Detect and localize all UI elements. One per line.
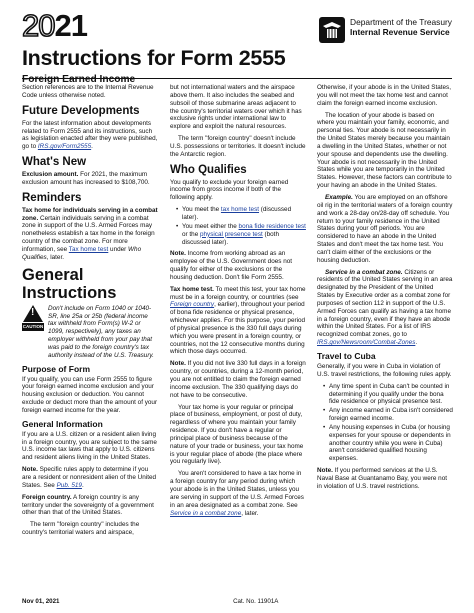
abode-location-paragraph: The location of your abode is based on where you maintain your family, economic, and personal ties. Your abode is not necessarily in the United States merely because you maintain a dwelling in the United States, whether or not your spouse and dependents use the dwelling. Your abode is not necessarily in the United States while you are temporarily in the United States. However, these factors can contribute to your having an abode in the United States.	[317, 111, 452, 190]
cuba-list	[317, 383, 453, 463]
airspace-paragraph: but not international waters and the airspace above them. It also includes the seabed and subsoil of those submarine areas adjacent to the country's territorial waters over which it has exclusive rights under international law to explore and exploit the natural resources.	[170, 84, 302, 131]
header-rule	[22, 78, 452, 79]
column-3	[317, 84, 453, 495]
heading-reminders: Reminders	[22, 191, 82, 204]
qualify-list	[170, 206, 306, 246]
year-bold: 21	[54, 8, 87, 43]
combat-zone-link[interactable]: Service in a combat zone	[170, 509, 242, 517]
heading-purpose-of-form: Purpose of Form	[22, 363, 91, 374]
abode-us-paragraph: Otherwise, if your abode is in the United States, you will not meet the tax home test and cannot claim the foreign earned income exclusion.	[317, 84, 451, 107]
bona-fide-residence-test-link[interactable]: bona fide residence test	[238, 222, 306, 230]
foreign-country-link[interactable]: Foreign country	[170, 301, 215, 309]
pub519-link[interactable]: Pub. 519	[56, 481, 82, 489]
list-item: • Any time spent in Cuba can't be counted in determining if you qualify under the bona fide residence or physical presence test.	[323, 383, 453, 407]
list-item: • You meet the tax home test (discussed later).	[176, 206, 306, 222]
guantanamo-note: Note. If you performed services at the U.S. Naval Base at Guantanamo Bay, you were not in violation of U.S. travel restrictions.	[317, 467, 448, 490]
combat-zones-url-link[interactable]: IRS.gov/Newsroom/Combat-Zones	[317, 339, 416, 347]
column-2	[170, 84, 306, 521]
tax-home-test-paragraph: Tax home test. To meet this test, your tax home must be in a foreign country, or countries (see Foreign country, earlier), throughout your period of bona fide residence or physical presence, whichever applies. For this purpose, your period of physical presence is the 330 full days during which you were present in a foreign country, or countries, not the 12 consecutive months during which those days occurred.	[170, 285, 306, 356]
330-days-note: Note. If you did not live 330 full days in a foreign country, or countries, during a 12-month period, you are not entitled to claim the foreign earned income exclusion. The 330 qualifying days do not have to be consecutive.	[170, 360, 306, 399]
foreign-country-paragraph: Foreign country. A foreign country is any territory under the sovereignty of a government other than that of the United States.	[22, 493, 154, 517]
heading-general-instructions: General Instructions	[22, 265, 117, 302]
general-info-paragraph: If you are a U.S. citizen or a resident alien living in a foreign country, you are subject to the same U.S. income tax laws that apply to U.S. citizens and resident aliens living in the United States.	[22, 430, 157, 462]
future-paragraph: For the latest information about developments related to Form 2555 and its instructions, such as legislation enacted after they were published, go to IRS.gov/Form2555.	[22, 119, 158, 151]
reminders-paragraph: Tax home for individuals serving in a combat zone. Certain individuals serving in a combat zone in support of the U.S. Armed Forces may nonetheless establish a tax home in the foreign country of the combat zone. For more information, see Tax home test under Who Qualifies, later.	[22, 206, 158, 261]
example-paragraph: Example. You are employed on an offshore oil rig in the territorial waters of a foreign country and work a 28-day on/28-day off schedule. You return to your family residence in the United States during your off periods. You are considered to have an abode in the United States and don't meet the tax home test. You can't claim either of the exclusions or the housing deduction.	[317, 193, 453, 264]
physical-presence-test-link[interactable]: physical presence test	[199, 230, 263, 238]
agency-department: Department of the Treasury	[350, 17, 452, 27]
intro-note: Section references are to the Internal Revenue Code unless otherwise noted.	[22, 84, 154, 99]
form2555-link[interactable]: IRS.gov/Form2555	[37, 143, 92, 151]
irs-eagle-logo-icon	[319, 17, 345, 43]
list-item: • Any housing expenses in Cuba (or housing expenses for your spouse or dependents in another country while you were in Cuba) aren't considered qualified housing expenses.	[323, 424, 453, 463]
heading-future-developments: Future Developments	[22, 104, 140, 117]
list-item: • You meet either the bona fide residence test or the physical presence test (both discussed later).	[176, 223, 306, 247]
foreign-country-paragraph-2: The term "foreign country" includes the country's territorial waters and airspace,	[22, 521, 140, 537]
possessions-paragraph: The term "foreign country" doesn't include U.S. possessions or territories. It doesn't include the Antarctic region.	[170, 135, 306, 158]
agency-block	[319, 17, 452, 43]
caution-icon: ! CAUTION	[22, 305, 44, 360]
heading-whats-new: What's New	[22, 156, 87, 169]
tax-year	[22, 10, 87, 41]
list-item: • Any income earned in Cuba isn't considered foreign earned income.	[323, 407, 453, 423]
year-outline: 20	[22, 8, 55, 43]
who-qualifies-paragraph: You qualify to exclude your foreign earned income from gross income if both of the following apply.	[170, 178, 289, 202]
heading-who-qualifies: Who Qualifies	[170, 163, 247, 176]
caution-text: Don't include on Form 1040 or 1040-SR, line 25a or 25b (federal income tax withheld from Form(s) W-2 or 1099, respectively), any taxes an employer withheld from your pay that was paid to the foreign country's tax authority instead of the U.S. Treasury.	[48, 304, 154, 359]
purpose-paragraph: If you qualify, you can use Form 2555 to figure your foreign earned income exclusion and your housing exclusion or deduction. You cannot exclude or deduct more than the amount of your foreign earned income for the year.	[22, 375, 158, 414]
government-note: Note. Income from working abroad as an employee of the U.S. Government does not qualify for either of the exclusions or the housing deduction. Don't file Form 2555.	[170, 250, 293, 281]
note-paragraph: Note. Specific rules apply to determine if you are a resident or nonresident alien of the United States. See Pub. 519.	[22, 466, 157, 489]
column-1	[22, 84, 158, 541]
footer-catalog-number: Cat. No. 11901A	[233, 598, 279, 605]
caution-box	[22, 305, 158, 360]
agency-irs: Internal Revenue Service	[350, 27, 450, 37]
tax-home-test-link[interactable]: Tax home test	[68, 245, 109, 253]
page-title: Instructions for Form 2555	[22, 46, 286, 70]
cuba-paragraph: Generally, if you were in Cuba in violation of U.S. travel restrictions, the following rules apply.	[317, 363, 452, 378]
page-footer	[22, 598, 452, 605]
heading-general-information: General Information	[22, 418, 103, 429]
abode-paragraph: You aren't considered to have a tax home in a foreign country for any period during which your abode is in the United States, unless you are serving in support of the U.S. Armed Forces in an area designated as a combat zone. See Service in a combat zone, later.	[170, 470, 304, 517]
combat-zone-paragraph: Service in a combat zone. Citizens or residents of the United States serving in an area designated by the President of the United States by Executive order as a combat zone for purposes of section 112 in support of the U.S. Armed Forces can qualify as having a tax home in a foreign country, even if they have an abode within the United States. For a list of IRS recognized combat zones, go to IRS.gov/Newsroom/Combat-Zones.	[317, 268, 453, 347]
tax-home-definition: Your tax home is your regular or principal place of business, employment, or post of duty, regardless of where you maintain your family residence. If you don't have a regular or principal place of business because of the nature of your trade or business, your tax home is your regular place of abode (the place where you regularly live).	[170, 403, 304, 466]
heading-travel-to-cuba: Travel to Cuba	[317, 351, 376, 361]
whats-new-paragraph: Exclusion amount. For 2021, the maximum exclusion amount has increased to $108,700.	[22, 171, 150, 186]
tax-home-test-link-2[interactable]: tax home test	[220, 206, 260, 214]
page-subtitle: Foreign Earned Income	[22, 74, 136, 85]
footer-date: Nov 01, 2021	[22, 598, 60, 605]
